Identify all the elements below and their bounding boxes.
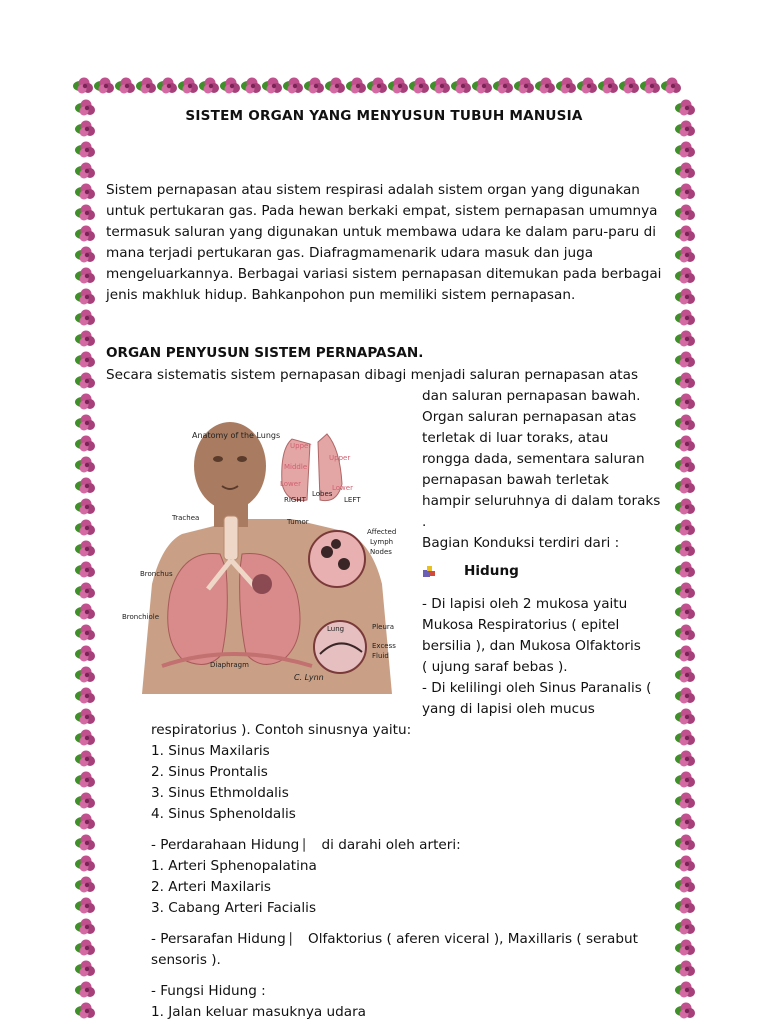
flower-icon [75, 394, 95, 410]
flower-icon [675, 205, 695, 221]
figure-label: Trachea [172, 514, 200, 522]
text-line: sensoris ). [151, 952, 221, 968]
flower-icon [75, 121, 95, 137]
flower-icon [675, 100, 695, 116]
figure-label: Excess [372, 642, 396, 650]
flower-icon [75, 184, 95, 200]
flower-icon [157, 78, 177, 94]
text-line: - Persarafan Hidung ⎸ Olfaktorius ( aferen viceral ), Maxillaris ( serabut [151, 931, 638, 947]
flower-icon [675, 142, 695, 158]
flower-icon [675, 772, 695, 788]
figure-label: Lung [327, 625, 345, 633]
list-item: 1. Sinus Maxilaris [151, 743, 270, 759]
flower-icon [675, 814, 695, 830]
flower-icon [75, 688, 95, 704]
flower-icon [75, 604, 95, 620]
figure-label: Affected [367, 528, 397, 536]
flower-icon [675, 667, 695, 683]
text-line: - Fungsi Hidung : [151, 983, 266, 999]
flower-icon [75, 1003, 95, 1019]
flower-icon [535, 78, 555, 94]
figure-label: Bronchus [140, 570, 173, 578]
figure-label: Upper [329, 454, 351, 462]
flower-icon [661, 78, 681, 94]
flower-icon [75, 709, 95, 725]
section-heading: ORGAN PENYUSUN SISTEM PERNAPASAN. [106, 345, 424, 361]
flower-icon [675, 352, 695, 368]
figure-label: Diaphragm [210, 661, 249, 669]
flower-icon [199, 78, 219, 94]
hidung-details [422, 594, 667, 720]
flower-icon [75, 163, 95, 179]
flower-icon [675, 499, 695, 515]
flower-icon [75, 247, 95, 263]
text-line: - Di lapisi oleh 2 mukosa yaitu [422, 596, 628, 612]
flower-icon [75, 646, 95, 662]
lung-anatomy-figure [122, 404, 412, 694]
figure-caption: Anatomy of the Lungs [192, 431, 281, 440]
flower-icon [675, 961, 695, 977]
flower-icon [675, 583, 695, 599]
flower-icon [346, 78, 366, 94]
flower-icon [675, 562, 695, 578]
flower-icon [75, 793, 95, 809]
flower-icon [75, 457, 95, 473]
figure-label: Tumor [287, 518, 309, 526]
page-title: SISTEM ORGAN YANG MENYUSUN TUBUH MANUSIA [185, 108, 583, 124]
flower-icon [75, 751, 95, 767]
flower-icon [75, 940, 95, 956]
flower-icon [675, 163, 695, 179]
flower-icon [75, 583, 95, 599]
figure-label: Fluid [372, 652, 389, 660]
flower-icon [675, 268, 695, 284]
figure-signature: C. Lynn [294, 673, 324, 682]
flower-icon [75, 856, 95, 872]
flower-icon [220, 78, 240, 94]
flower-icon [619, 78, 639, 94]
flower-icon [675, 625, 695, 641]
lower-text-block [151, 720, 651, 1023]
figure-label: Nodes [370, 548, 392, 556]
flower-icon [178, 78, 198, 94]
flower-icon [136, 78, 156, 94]
list-item: 1. Arteri Sphenopalatina [151, 858, 317, 874]
flower-icon [75, 100, 95, 116]
flower-icon [75, 352, 95, 368]
flower-icon [325, 78, 345, 94]
flower-icon [675, 310, 695, 326]
flower-icon [75, 814, 95, 830]
lead-line: Secara sistematis sistem pernapasan dibagi menjadi saluran pernapasan atas [106, 367, 639, 383]
flower-icon [73, 78, 93, 94]
figure-label: RIGHT [284, 496, 306, 504]
flower-icon [75, 436, 95, 452]
list-item: 2. Sinus Prontalis [151, 764, 268, 780]
flower-icon [75, 205, 95, 221]
list-item: 3. Sinus Ethmoldalis [151, 785, 289, 801]
flower-icon [75, 898, 95, 914]
intro-line: mana terjadi pertukaran gas. Diafragmamenarik udara masuk dan juga [106, 245, 594, 261]
flower-icon [75, 625, 95, 641]
figure-label: Upper [290, 442, 312, 450]
flower-icon [577, 78, 597, 94]
flower-icon [675, 604, 695, 620]
flower-icon [472, 78, 492, 94]
flower-icon [283, 78, 303, 94]
flower-icon [675, 709, 695, 725]
flower-icon [675, 751, 695, 767]
flower-icon [675, 898, 695, 914]
flower-icon [675, 520, 695, 536]
hidung-label: Hidung [464, 563, 519, 579]
flower-icon [241, 78, 261, 94]
flower-icon [675, 835, 695, 851]
flower-icon [75, 142, 95, 158]
flower-icon [75, 268, 95, 284]
flower-icon [262, 78, 282, 94]
text-line: hampir seluruhnya di dalam toraks [422, 493, 661, 509]
list-item: 3. Cabang Arteri Facialis [151, 900, 317, 916]
flower-icon [451, 78, 471, 94]
flower-icon [75, 877, 95, 893]
flower-icon [75, 331, 95, 347]
flower-icon [675, 289, 695, 305]
figure-label: Bronchiole [122, 613, 160, 621]
flower-icon [75, 499, 95, 515]
bullet-icon [422, 564, 436, 578]
list-item: 1. Jalan keluar masuknya udara [151, 1004, 367, 1020]
flower-icon [409, 78, 429, 94]
flower-icon [675, 478, 695, 494]
flower-icon [388, 78, 408, 94]
text-line: pernapasan bawah terletak [422, 472, 609, 488]
flower-icon [675, 226, 695, 242]
intro-line: mengeluarkannya. Berbagai variasi sistem pernapasan ditemukan pada berbagai [106, 266, 662, 282]
intro-line: jenis makhluk hidup. Bahkanpohon pun memiliki sistem pernapasan. [106, 287, 576, 303]
flower-icon [75, 415, 95, 431]
flower-icon [675, 373, 695, 389]
flower-icon [598, 78, 618, 94]
flower-icon [75, 478, 95, 494]
text-line: terletak di luar toraks, atau [422, 430, 609, 446]
flower-icon [75, 835, 95, 851]
text-line: - Di kelilingi oleh Sinus Paranalis ( [422, 680, 652, 696]
flower-icon [675, 1003, 695, 1019]
flower-icon [75, 226, 95, 242]
flower-icon [675, 394, 695, 410]
text-line: Bagian Konduksi terdiri dari : [422, 535, 620, 551]
flower-icon [304, 78, 324, 94]
text-line: Mukosa Respiratorius ( epitel [422, 617, 620, 633]
flower-icon [675, 646, 695, 662]
flower-icon [675, 940, 695, 956]
text-line: ( ujung saraf bebas ). [422, 659, 568, 675]
flower-icon [75, 919, 95, 935]
flower-icon [75, 772, 95, 788]
flower-icon [75, 961, 95, 977]
flower-icon [430, 78, 450, 94]
list-item: 4. Sinus Sphenoldalis [151, 806, 296, 822]
flower-icon [675, 121, 695, 137]
flower-icon [675, 982, 695, 998]
text-line: dan saluran pernapasan bawah. [422, 388, 641, 404]
flower-icon [675, 247, 695, 263]
flower-icon [367, 78, 387, 94]
figure-label: Pleura [372, 623, 395, 631]
flower-icon [75, 562, 95, 578]
right-column-text [422, 386, 667, 554]
flower-icon [514, 78, 534, 94]
flower-icon [75, 541, 95, 557]
flower-icon [640, 78, 660, 94]
flower-icon [675, 457, 695, 473]
text-line: - Perdarahaan Hidung ⎸ di darahi oleh arteri: [151, 837, 461, 853]
text-line: respiratorius ). Contoh sinusnya yaitu: [151, 722, 412, 738]
text-line: Organ saluran pernapasan atas [422, 409, 637, 425]
flower-icon [115, 78, 135, 94]
intro-paragraph [106, 180, 662, 306]
figure-label: Lower [332, 484, 353, 492]
figure-label: Lower [280, 480, 301, 488]
flower-icon [493, 78, 513, 94]
flower-icon [75, 667, 95, 683]
figure-label: LEFT [344, 496, 361, 504]
flower-icon [75, 289, 95, 305]
flower-icon [75, 310, 95, 326]
intro-line: Sistem pernapasan atau sistem respirasi adalah sistem organ yang digunakan [106, 182, 640, 198]
flower-icon [675, 436, 695, 452]
text-line: bersilia ), dan Mukosa Olfaktoris [422, 638, 641, 654]
figure-label: Middle [284, 463, 308, 471]
flower-icon [75, 730, 95, 746]
flower-icon [675, 688, 695, 704]
flower-icon [94, 78, 114, 94]
flower-icon [75, 982, 95, 998]
flower-icon [675, 331, 695, 347]
text-line: rongga dada, sementara saluran [422, 451, 645, 467]
flower-icon [675, 415, 695, 431]
flower-icon [75, 373, 95, 389]
flower-icon [675, 856, 695, 872]
intro-line: termasuk saluran yang digunakan untuk membawa udara ke dalam paru-paru di [106, 224, 657, 240]
intro-line: untuk pertukaran gas. Pada hewan berkaki empat, sistem pernapasan umumnya [106, 203, 658, 219]
text-line: yang di lapisi oleh mucus [422, 701, 595, 717]
flower-icon [675, 730, 695, 746]
flower-icon [675, 877, 695, 893]
flower-icon [675, 793, 695, 809]
figure-label: Lobes [312, 490, 333, 498]
figure-label: Lymph [370, 538, 394, 546]
flower-icon [556, 78, 576, 94]
flower-icon [675, 184, 695, 200]
flower-icon [75, 520, 95, 536]
list-item: 2. Arteri Maxilaris [151, 879, 271, 895]
flower-icon [675, 919, 695, 935]
hidung-bullet [422, 563, 519, 579]
flower-icon [675, 541, 695, 557]
text-line: . [422, 514, 427, 530]
